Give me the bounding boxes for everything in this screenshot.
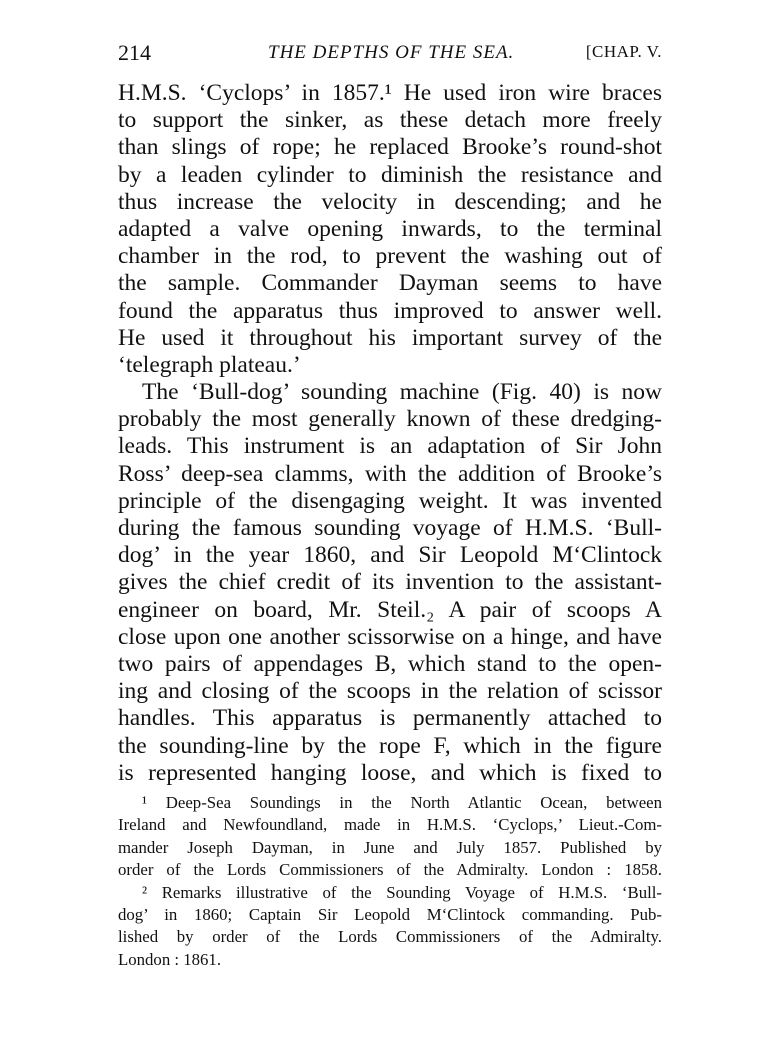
page-number: 214	[118, 40, 151, 65]
body-line: handles. This apparatus is permanently attached to	[118, 705, 662, 732]
running-head	[118, 40, 662, 70]
footnote-1-line: order of the Lords Commissioners of the Admiralty. London : 1858.	[118, 860, 662, 880]
footnotes	[118, 792, 662, 971]
body-line: than slings of rope; he replaced Brooke’s round-shot	[118, 134, 662, 161]
body-line: to support the sinker, as these detach more freely	[118, 107, 662, 134]
chapter-reference: [CHAP. V.	[585, 42, 662, 61]
body-line: leads. This instrument is an adaptation of Sir John	[118, 433, 662, 460]
body-line: dog’ in the year 1860, and Sir Leopold M‘Clintock	[118, 542, 662, 569]
body-line: is represented hanging loose, and which is fixed to	[118, 759, 662, 786]
body-line: ing and closing of the scoops in the relation of scissor	[118, 678, 662, 705]
body-line: principle of the disengaging weight. It was invented	[118, 487, 662, 514]
footnote-1-line: mander Joseph Dayman, in June and July 1857. Published by	[118, 837, 662, 857]
body-line: H.M.S. ‘Cyclops’ in 1857.¹ He used iron wire braces	[118, 80, 662, 106]
paragraph-start-line: The ‘Bull-dog’ sounding machine (Fig. 40) is now	[142, 379, 662, 406]
footnote-2-line: ² Remarks illustrative of the Sounding Voyage of H.M.S. ‘Bull-	[142, 882, 662, 902]
body-line: chamber in the rod, to prevent the washing out of	[118, 243, 662, 270]
body-line: two pairs of appendages B, which stand to the open-	[118, 650, 662, 677]
body-line: engineer on board, Mr. Steil.₂ A pair of scoops A	[118, 596, 662, 623]
body-line: Ross’ deep-sea clamms, with the addition of Brooke’s	[118, 460, 662, 487]
body-line: the sample. Commander Dayman seems to have	[118, 270, 662, 297]
body-line: He used it throughout his important survey of the	[118, 324, 662, 351]
body-line: the sounding-line by the rope F, which in the figure	[118, 732, 662, 759]
body-line: gives the chief credit of its invention to the assistant-	[118, 569, 662, 596]
running-title: THE DEPTHS OF THE SEA.	[268, 42, 515, 63]
footnote-2-line: dog’ in 1860; Captain Sir Leopold M‘Clintock commanding. Pub-	[118, 904, 662, 924]
body-line: during the famous sounding voyage of H.M.S. ‘Bull-	[118, 515, 662, 541]
body-text	[118, 80, 662, 787]
body-line: probably the most generally known of these dredging-	[118, 406, 662, 433]
footnote-1-line: Ireland and Newfoundland, made in H.M.S. ‘Cyclops,’ Lieut.-Com-	[118, 815, 662, 835]
body-line: by a leaden cylinder to diminish the resistance and	[118, 161, 662, 188]
body-line: ‘telegraph plateau.’	[118, 351, 301, 378]
footnote-1-line: ¹ Deep-Sea Soundings in the North Atlantic Ocean, between	[142, 793, 662, 812]
body-line: thus increase the velocity in descending; and he	[118, 188, 662, 215]
footnote-2-line: lished by order of the Lords Commissioners of the Admiralty.	[118, 927, 662, 947]
body-line: adapted a valve opening inwards, to the terminal	[118, 215, 662, 242]
footnote-2-line: London : 1861.	[118, 949, 222, 969]
body-line: found the apparatus thus improved to answer well.	[118, 297, 662, 324]
body-line: close upon one another scissorwise on a hinge, and have	[118, 623, 662, 650]
